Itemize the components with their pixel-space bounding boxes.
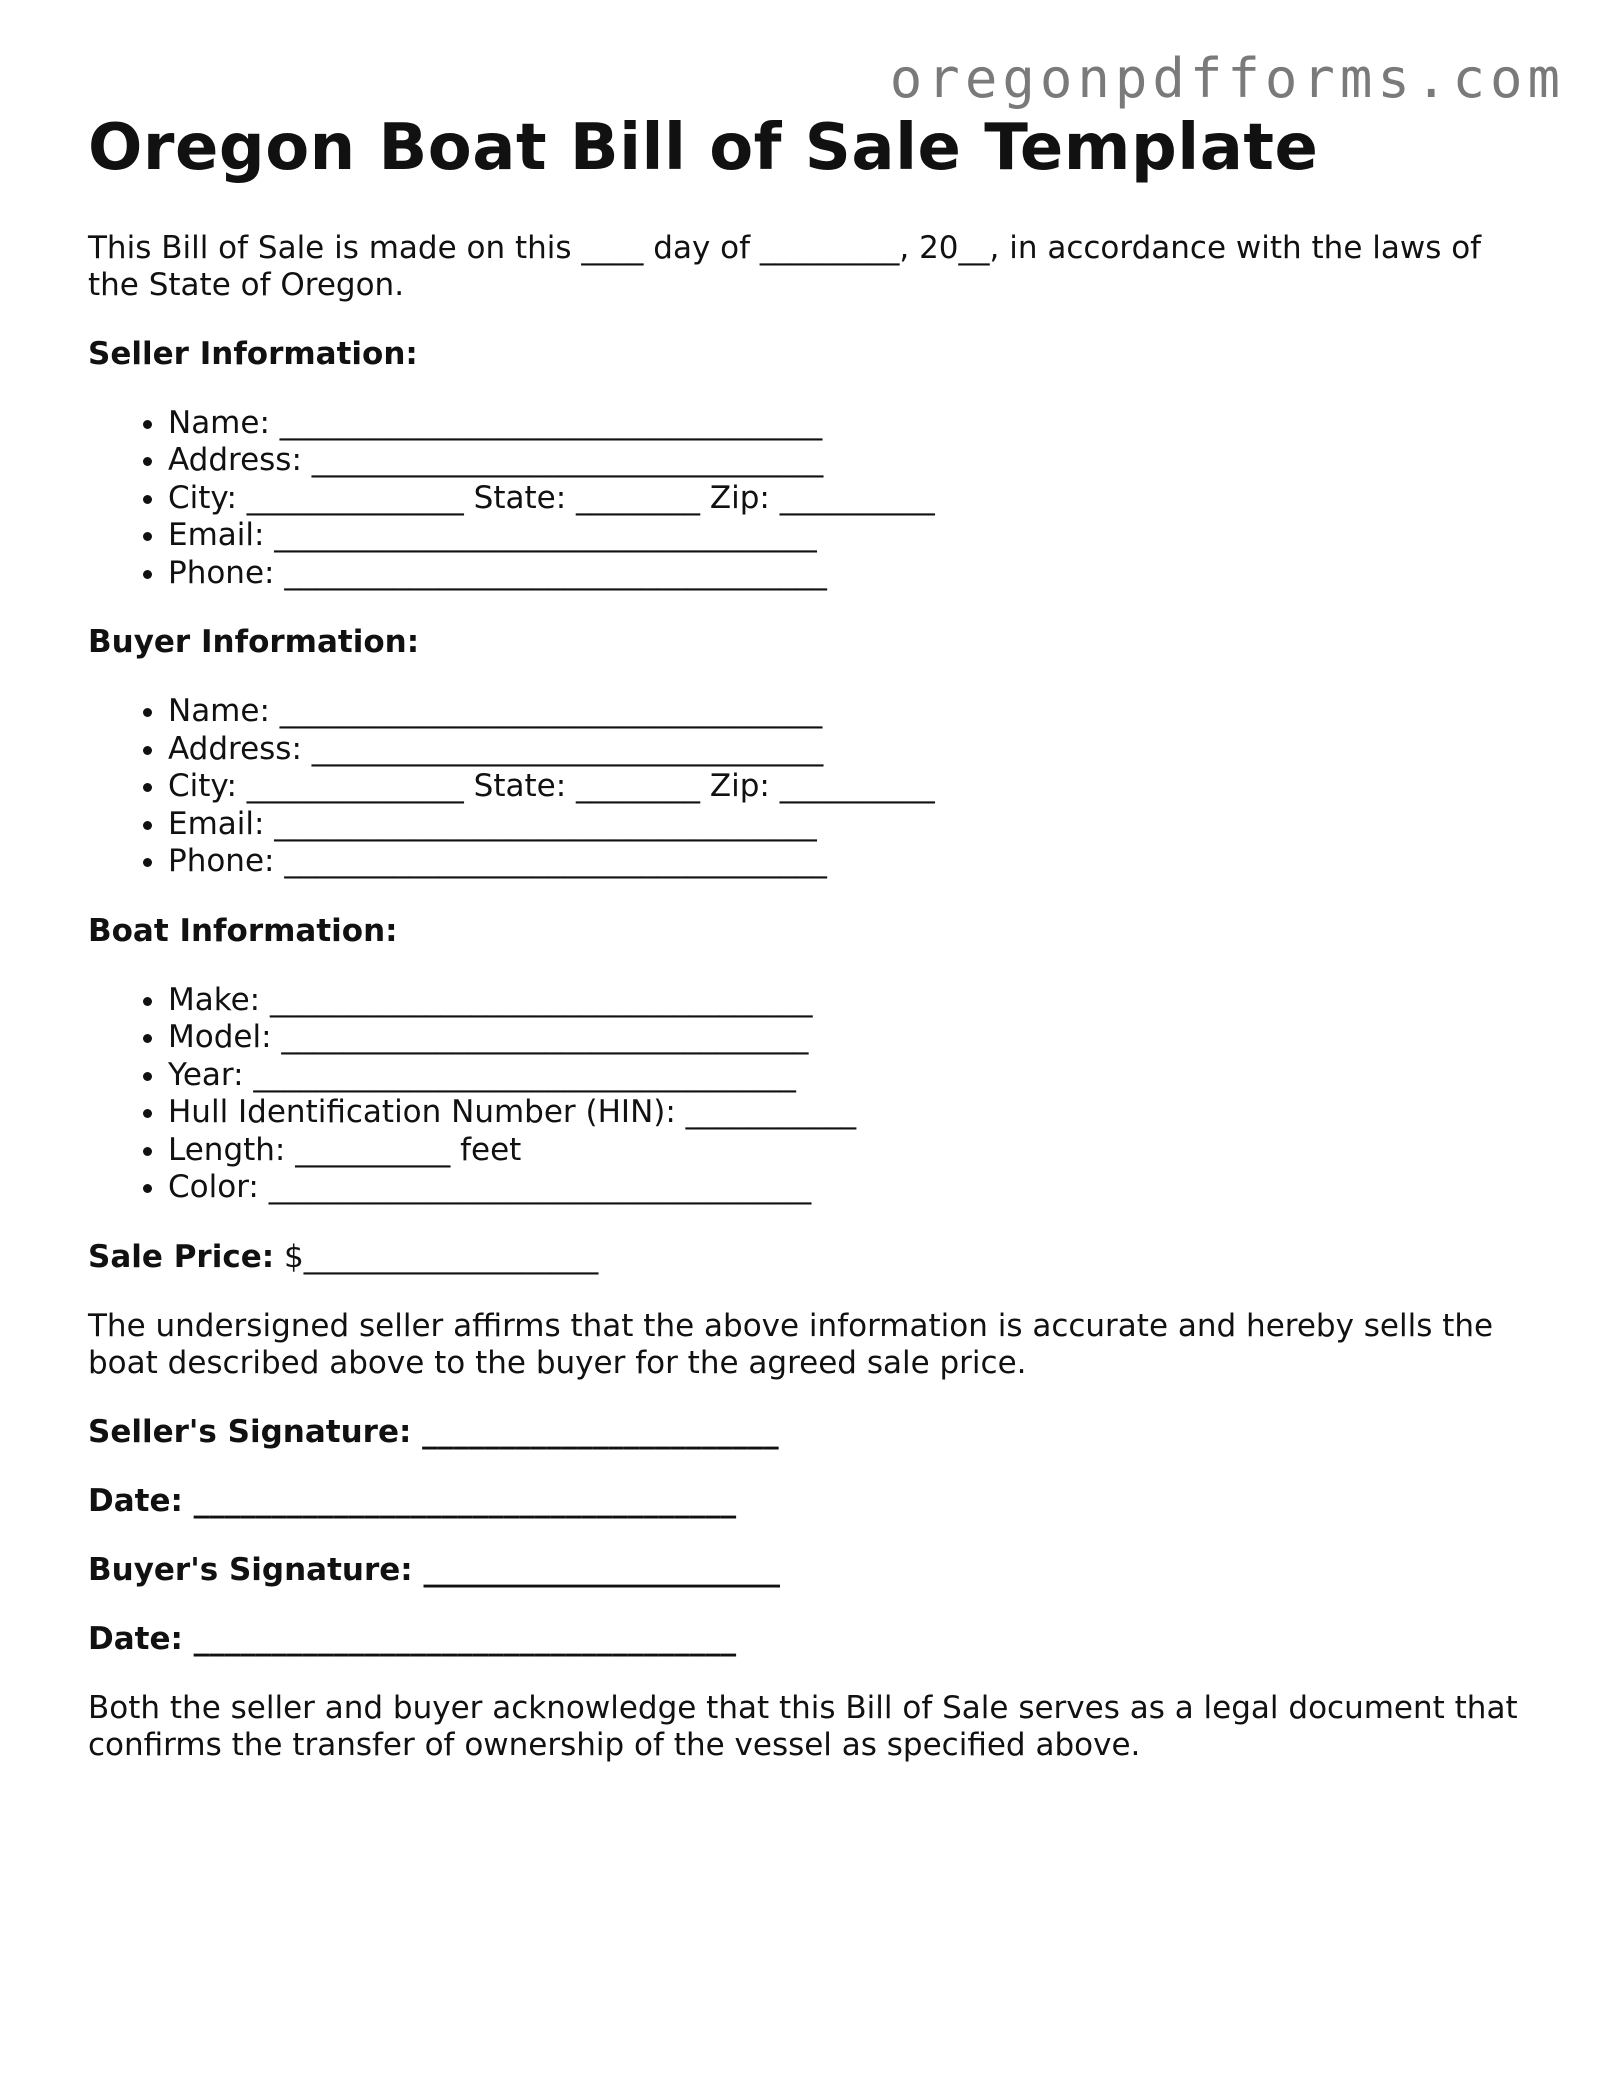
buyer-section-heading: Buyer Information:: [88, 624, 420, 661]
affirmation-paragraph: The undersigned seller affirms that the above information is accurate and hereby sells the boat described above to the buyer for the agreed sale price.: [88, 1307, 1494, 1381]
sale-price-line: [88, 1239, 1528, 1276]
boat-year-field: • Year: ___________________________________: [168, 1057, 1528, 1095]
boat-field-list: [88, 982, 1528, 1207]
document-body: [88, 112, 1528, 1764]
buyer-date-line: Date: ___________________________________: [88, 1620, 737, 1657]
seller-address-field: • Address: _________________________________: [168, 442, 1528, 480]
buyer-field-list: [88, 693, 1528, 881]
buyer-city-state-zip-field: • City: ______________ State: ________ Zip: __________: [168, 768, 1528, 806]
buyer-signature-line: Buyer's Signature: _______________________: [88, 1551, 780, 1588]
boat-hin-field: • Hull Identification Number (HIN): ___________: [168, 1094, 1528, 1132]
seller-email-field: • Email: ___________________________________: [168, 517, 1528, 555]
boat-model-field: • Model: __________________________________: [168, 1019, 1528, 1057]
buyer-phone-field: • Phone: ___________________________________: [168, 843, 1528, 881]
seller-field-list: [88, 405, 1528, 593]
seller-signature-line: Seller's Signature: _______________________: [88, 1413, 779, 1450]
boat-color-field: • Color: ___________________________________: [168, 1169, 1528, 1207]
intro-paragraph: This Bill of Sale is made on this ____ day of _________, 20__, in accordance with the laws of the State of Oregon.: [88, 229, 1482, 303]
buyer-name-field: • Name: ___________________________________: [168, 693, 1528, 731]
boat-section-heading: Boat Information:: [88, 912, 398, 949]
buyer-address-field: • Address: _________________________________: [168, 731, 1528, 769]
sale-price-label: Sale Price:: [88, 1238, 275, 1275]
buyer-email-field: • Email: ___________________________________: [168, 806, 1528, 844]
page-title: Oregon Boat Bill of Sale Template: [88, 111, 1319, 185]
watermark-text: oregonpdfforms.com: [889, 47, 1565, 110]
seller-section-heading: Seller Information:: [88, 335, 418, 372]
sale-price-value: $___________________: [283, 1238, 599, 1275]
boat-length-field: • Length: __________ feet: [168, 1132, 1528, 1170]
boat-make-field: • Make: ___________________________________: [168, 982, 1528, 1020]
seller-city-state-zip-field: • City: ______________ State: ________ Zip: __________: [168, 480, 1528, 518]
closing-paragraph: Both the seller and buyer acknowledge that this Bill of Sale serves as a legal document that confirms the transfer of ownership of the vessel as specified above.: [88, 1689, 1518, 1763]
seller-name-field: • Name: ___________________________________: [168, 405, 1528, 443]
seller-date-line: Date: ___________________________________: [88, 1482, 737, 1519]
seller-phone-field: • Phone: ___________________________________: [168, 555, 1528, 593]
